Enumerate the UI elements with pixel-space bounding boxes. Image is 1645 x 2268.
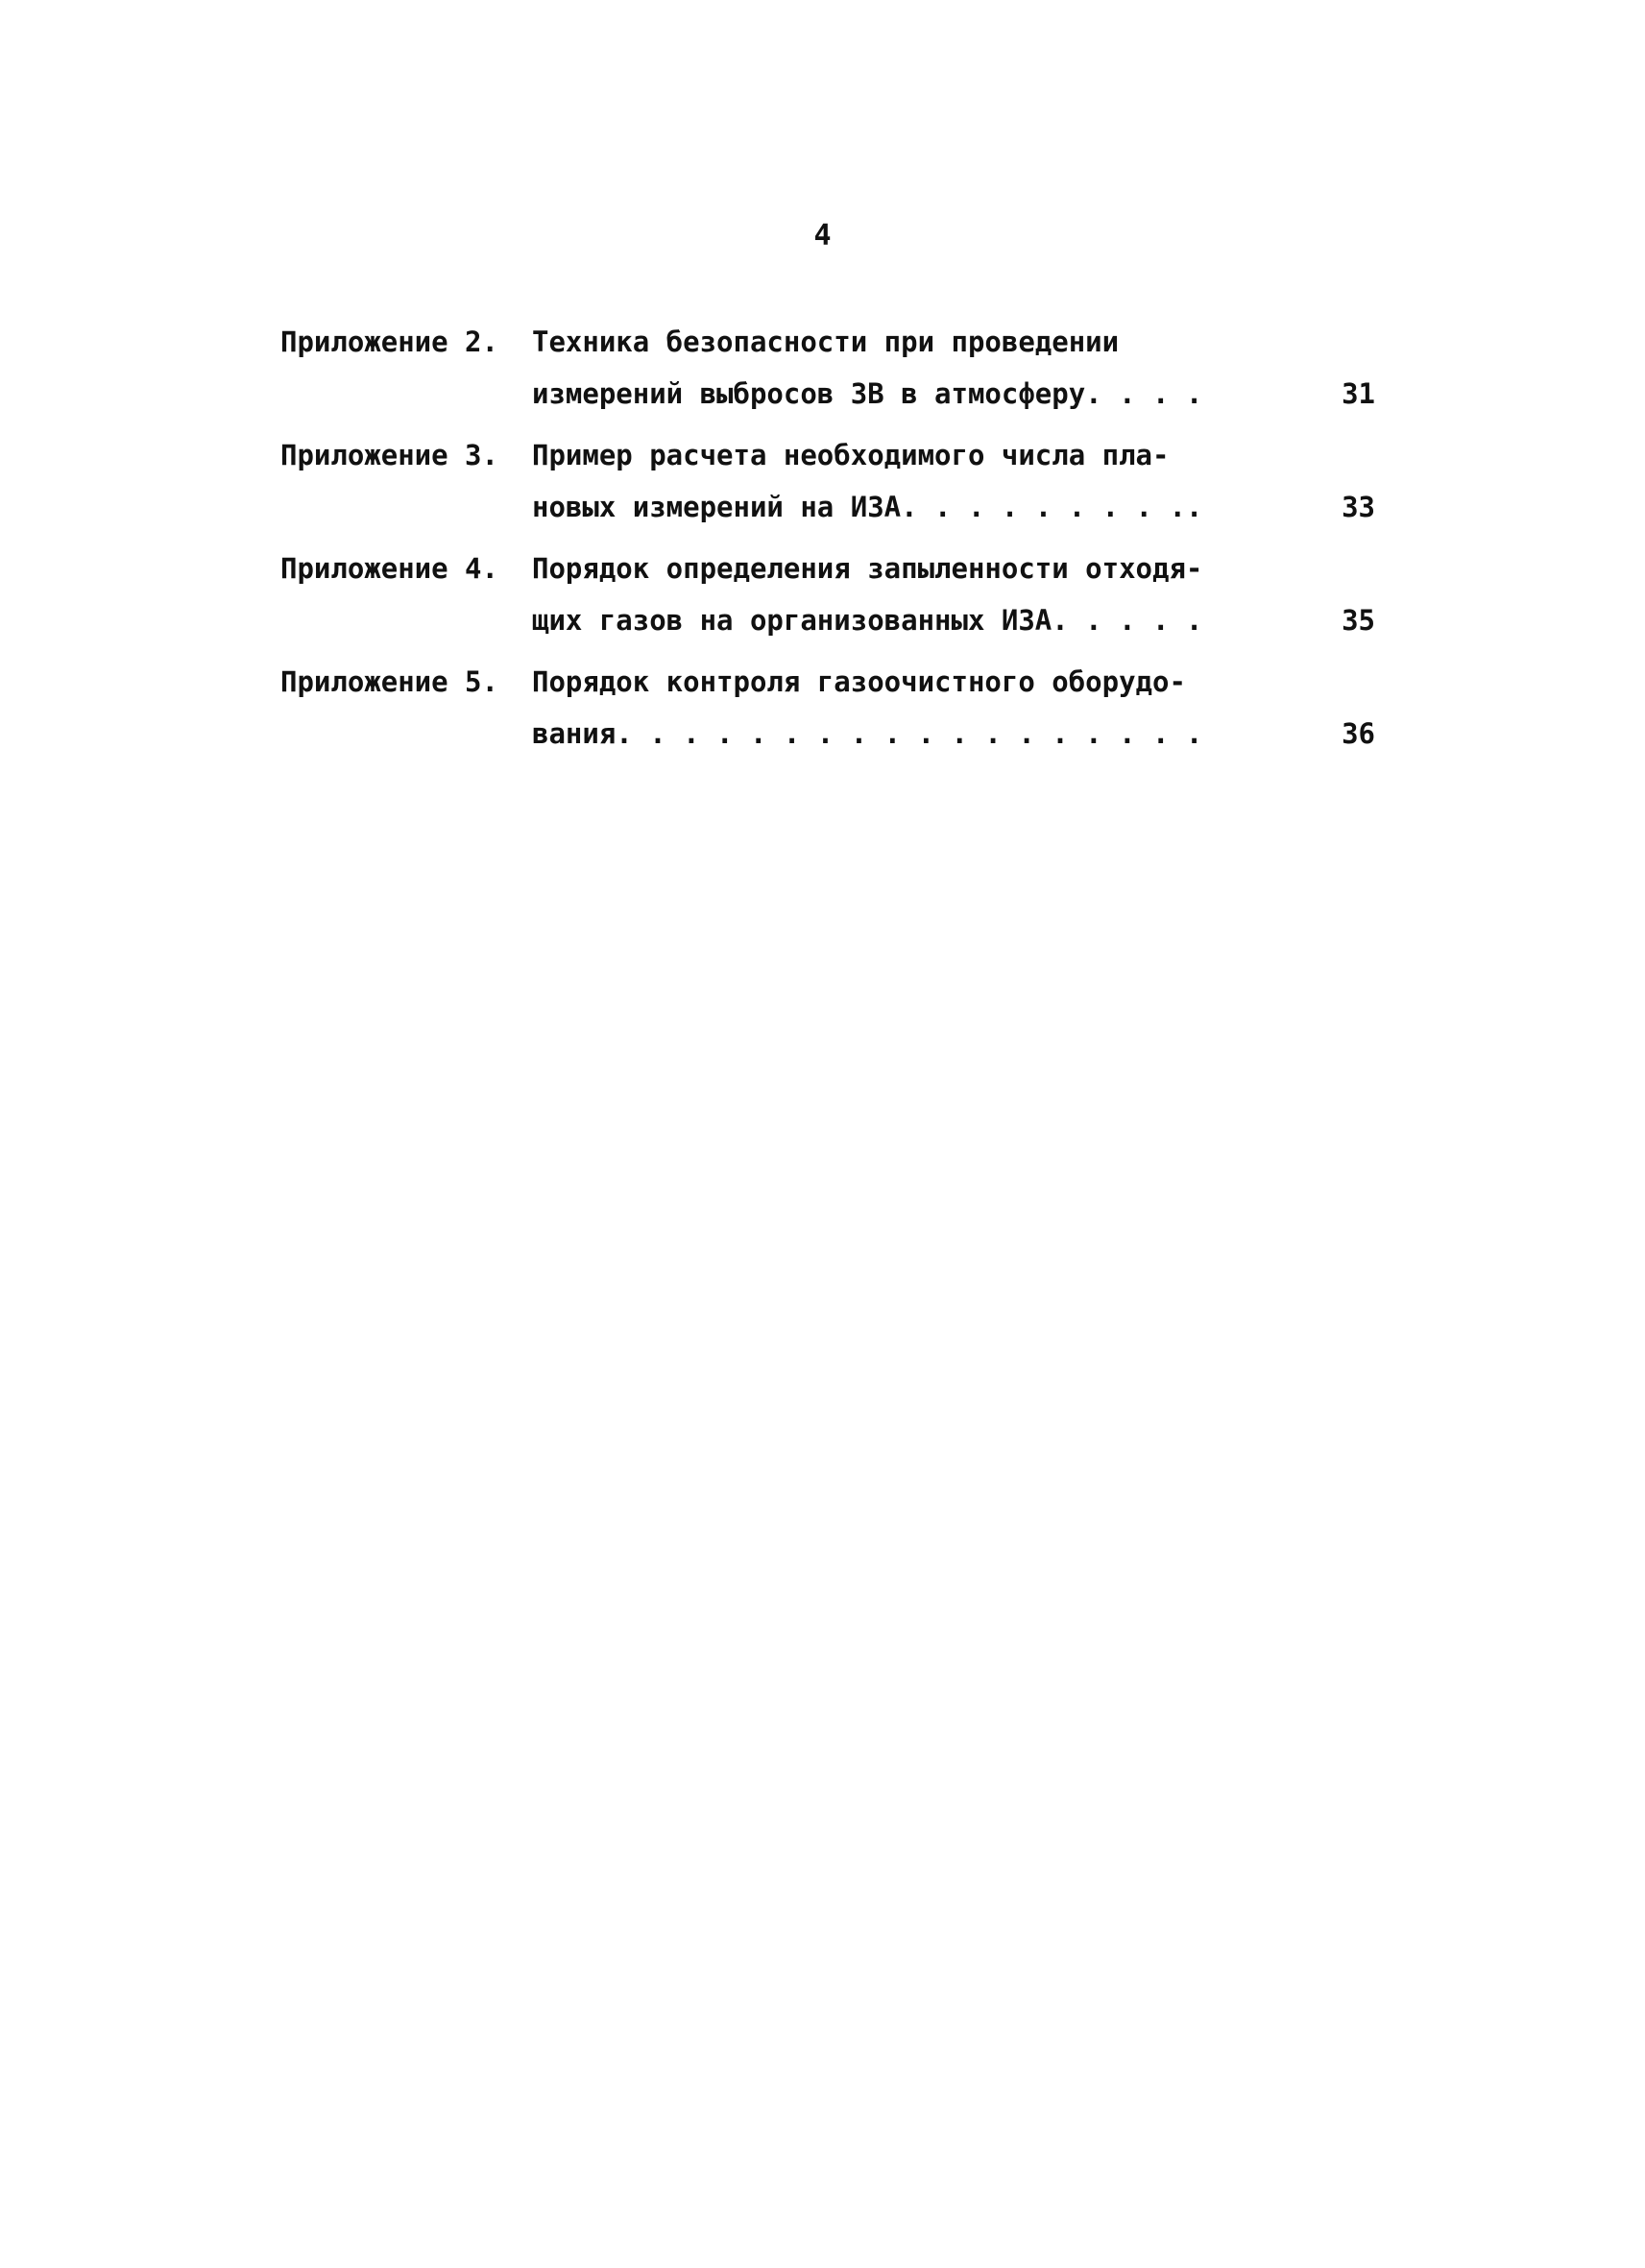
toc-entry-label: Приложение 2. [280,326,498,358]
toc-entry-appendix-3 [280,430,1375,543]
toc-entry-label: Приложение 3. [280,439,498,471]
table-of-contents [280,317,1375,770]
toc-entry-appendix-2 [280,317,1375,430]
toc-entry-title-line1: Порядок контроля газоочистного оборудо- [532,665,1186,698]
toc-entry-page-number: 36 [1342,717,1375,750]
toc-entry-title-line2: измерений выбросов ЗВ в атмосферу. . . . [532,377,1203,410]
toc-entry-label: Приложение 4. [280,552,498,585]
toc-entry-title-line2: вания. . . . . . . . . . . . . . . . . . [532,717,1203,750]
toc-entry-appendix-5 [280,657,1375,770]
toc-entry-title-line1: Порядок определения запыленности отходя- [532,552,1203,585]
toc-entry-title-line1: Техника безопасности при проведении [532,326,1120,358]
toc-entry-title-line1: Пример расчета необходимого числа пла- [532,439,1170,471]
toc-entry-page-number: 31 [1342,377,1375,410]
toc-entry-title-line2: новых измерений на ИЗА. . . . . . . . .. [532,491,1203,523]
toc-entry-page-number: 33 [1342,491,1375,523]
toc-entry-title-line2: щих газов на организованных ИЗА. . . . . [532,604,1203,637]
toc-entry-appendix-4 [280,543,1375,657]
page-number: 4 [813,219,832,253]
toc-entry-page-number: 35 [1342,604,1375,637]
toc-entry-label: Приложение 5. [280,665,498,698]
